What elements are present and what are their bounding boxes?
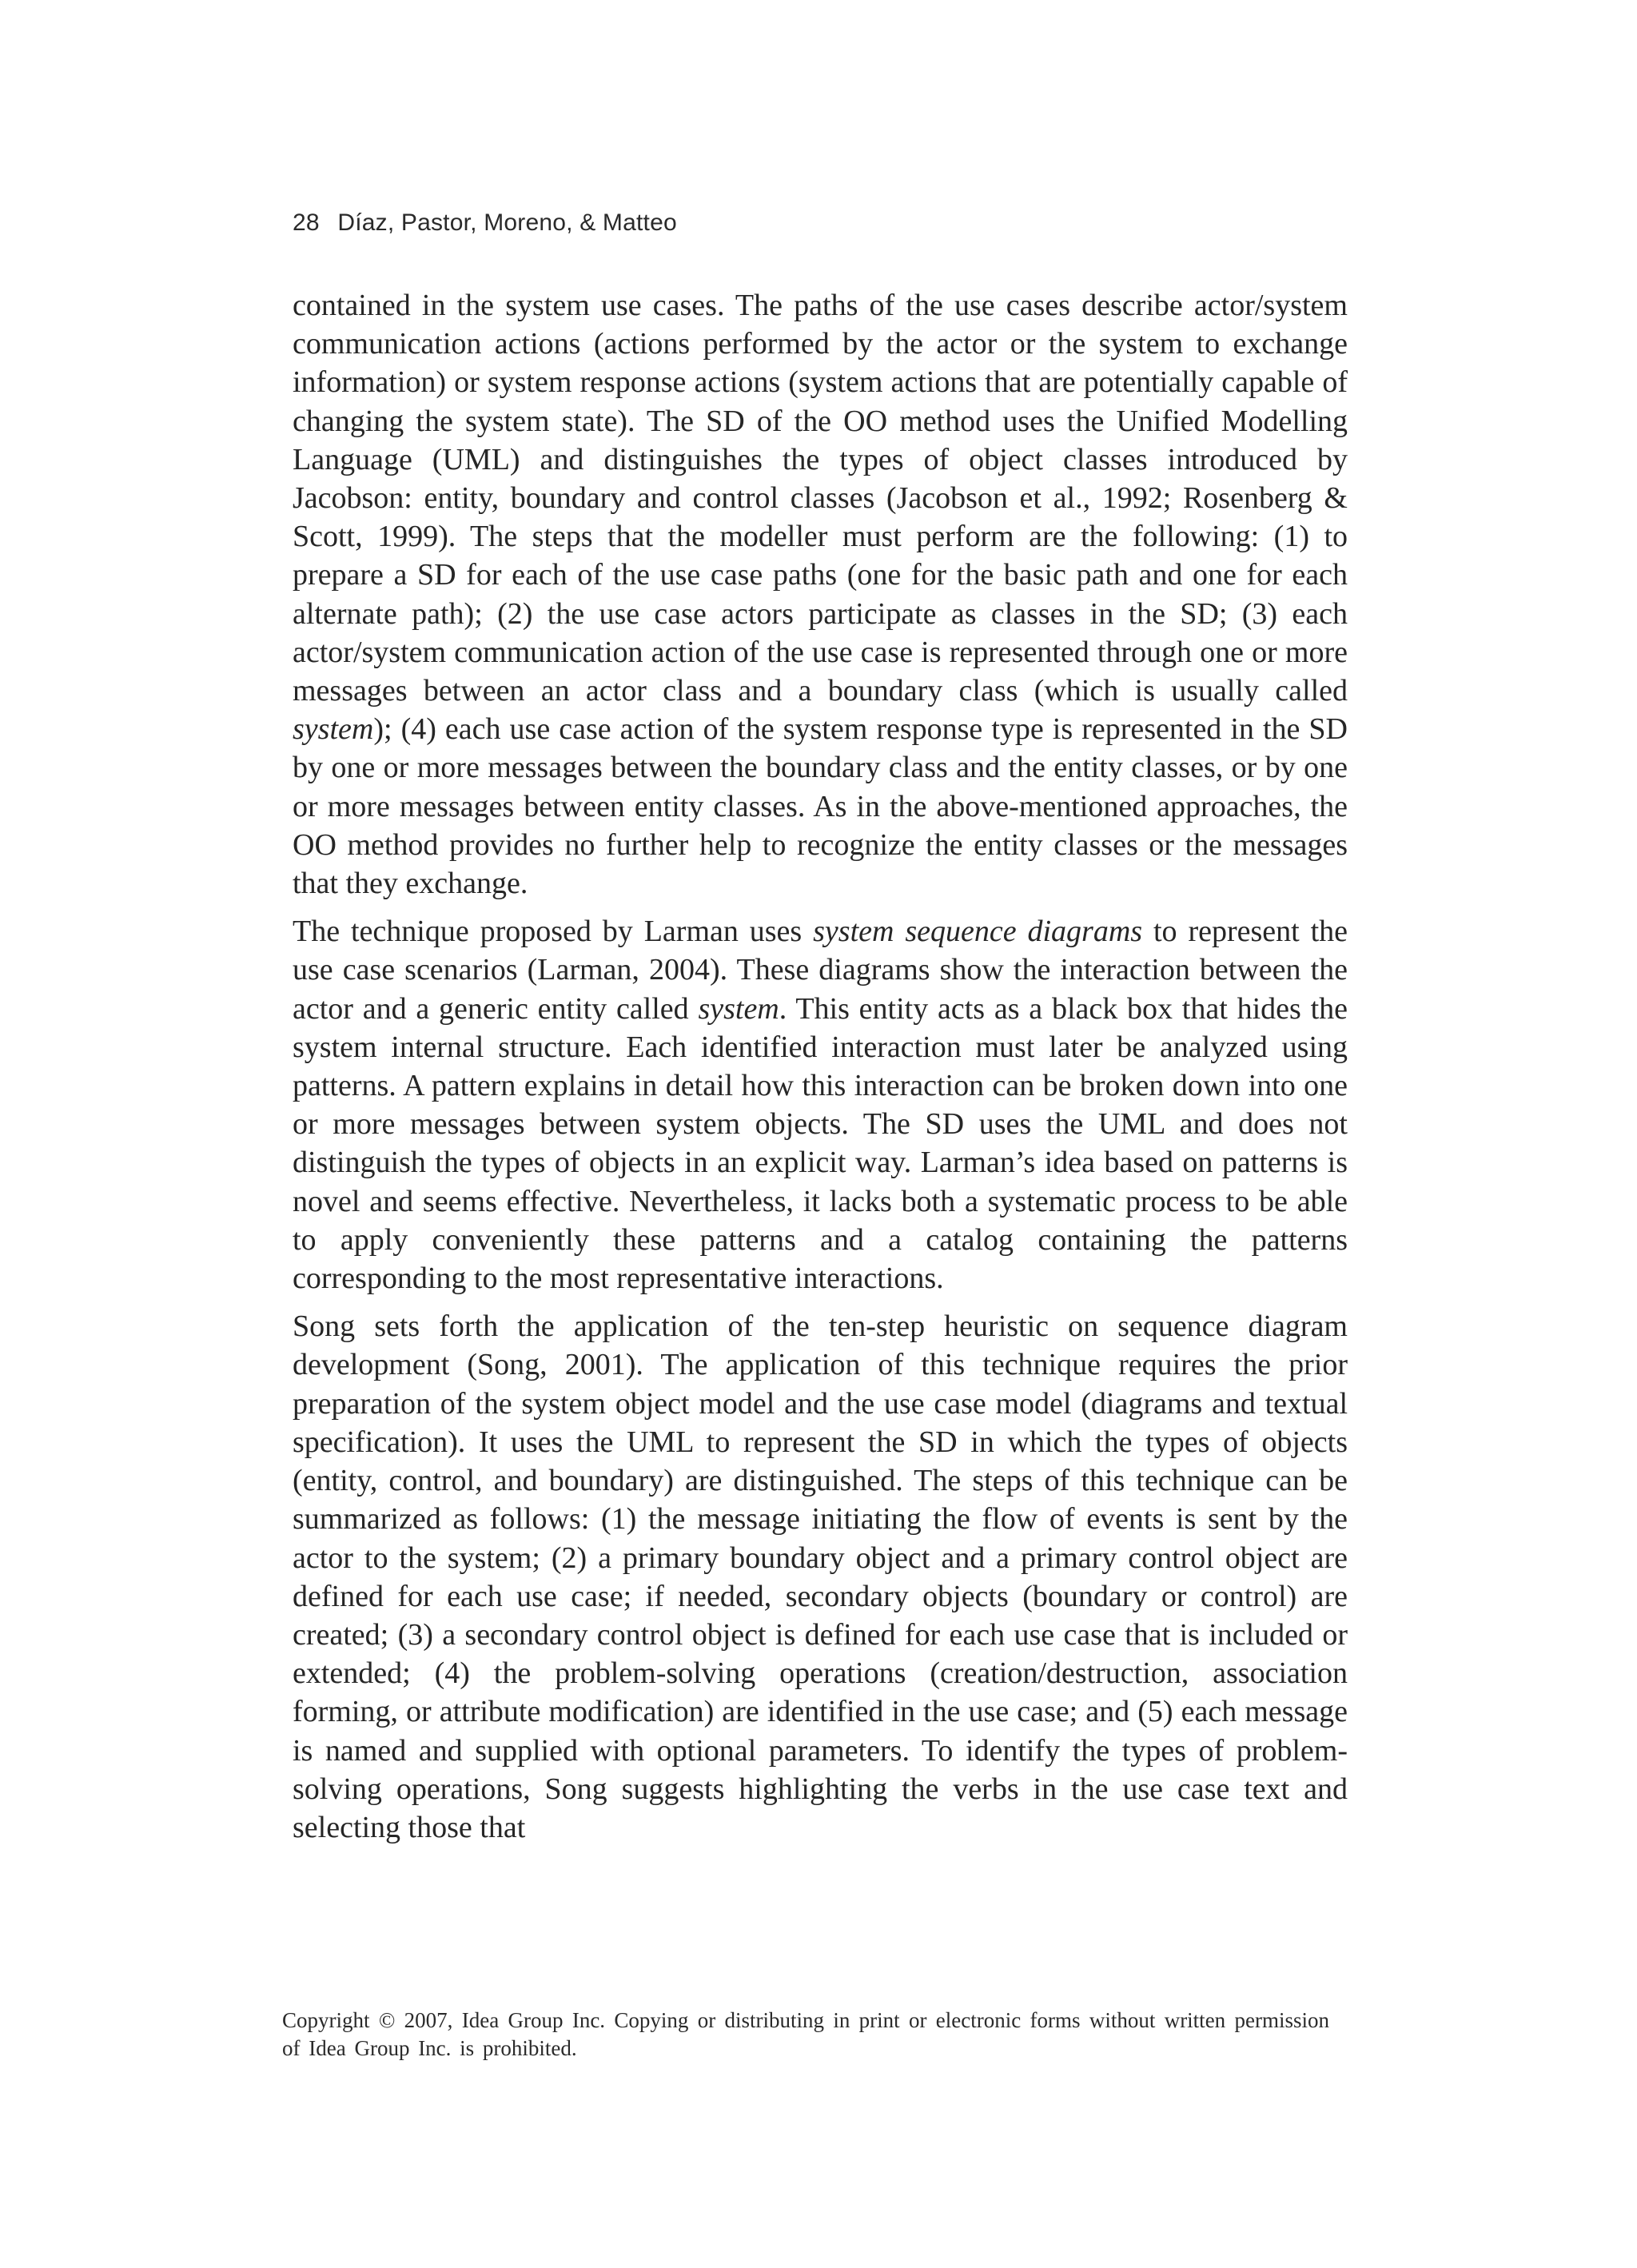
paragraph-3-text: Song sets forth the application of the ten-step heuristic on sequence diagram development (Song, 2001). The application of this technique requires the prior preparation of the system object model and the use case model (diagrams and textual specification). It uses the UML to represent the SD in which the types of objects (entity, control, and boundary) are distinguished. The steps of this technique can be summarized as follows: (1) the message initiating the flow of events is sent by the actor to the system; (2) a primary boundary object and a primary control object are defined for each use case; if needed, secondary objects (boundary or control) are created; (3) a secondary control object is defined for each use case that is included or extended; (4) the problem-solving operations (creation/destruction, association forming, or attribute modification) are identified in the use case; and (5) each message is named and supplied with optional parameters. To identify the types of problem-solving operations, Song suggests highlighting the verbs in the use case text and selecting those that: [293, 1309, 1348, 1844]
paragraph-1-text: contained in the system use cases. The paths of the use cases describe actor/system communication actions (actions performed by the actor or the system to exchange information) or system response actions (system actions that are potentially capable of changing the system state). The SD of the OO method uses the Unified Modelling Language (UML) and distinguishes the types of object classes introduced by Jacobson: entity, boundary and control classes (Jacobson et al., 1992; Rosenberg & Scott, 1999). The steps that the modeller must perform are the following: (1) to prepare a SD for each of the use case paths (one for the basic path and one for each alternate path); (2) the use case actors participate as classes in the SD; (3) each actor/system communication action of the use case is represented through one or more messages between an actor class and a boundary class (which is usually called: [293, 289, 1348, 708]
paragraph-2-text-a: The technique proposed by Larman uses: [293, 915, 814, 949]
paragraph-2: [293, 912, 1348, 1297]
paragraph-3: [293, 1307, 1348, 1847]
paragraph-2-emphasis-b: system: [698, 991, 779, 1026]
running-header-authors: Díaz, Pastor, Moreno, & Matteo: [337, 209, 677, 236]
page-number: 28: [293, 209, 320, 236]
paragraph-2-text-b: to represent the use case scenarios (Larman, 2004). These diagrams show the interaction between the actor and a generic entity called: [293, 915, 1348, 1026]
copyright-footer: Copyright © 2007, Idea Group Inc. Copying or distributing in print or electronic forms without written permission of Idea Group Inc. is prohibited.: [282, 2008, 1329, 2060]
paragraph-2-text-c: . This entity acts as a black box that hides the system internal structure. Each identified interaction must later be analyzed using patterns. A pattern explains in detail how this interaction can be broken down into one or more messages between system objects. The SD uses the UML and does not distinguish the types of objects in an explicit way. Larman’s idea based on patterns is novel and seems effective. Nevertheless, it lacks both a systematic process to be able to apply conveniently these patterns and a catalog containing the patterns corresponding to the most representative interactions.: [293, 991, 1348, 1296]
running-header: [293, 209, 677, 237]
paragraph-2-emphasis-a: system sequence diagrams: [813, 915, 1143, 949]
paragraph-1: [293, 286, 1348, 903]
paragraph-1-text-after: ); (4) each use case action of the system response type is represented in the SD by one or more messages between the boundary class and the entity classes, or by one or more messages between entity classes. As in the above-mentioned approaches, the OO method provides no further help to recognize the entity classes or the messages that they exchange.: [293, 712, 1348, 901]
paragraph-1-emphasis: system: [293, 712, 374, 747]
body-text: [293, 286, 1348, 1856]
